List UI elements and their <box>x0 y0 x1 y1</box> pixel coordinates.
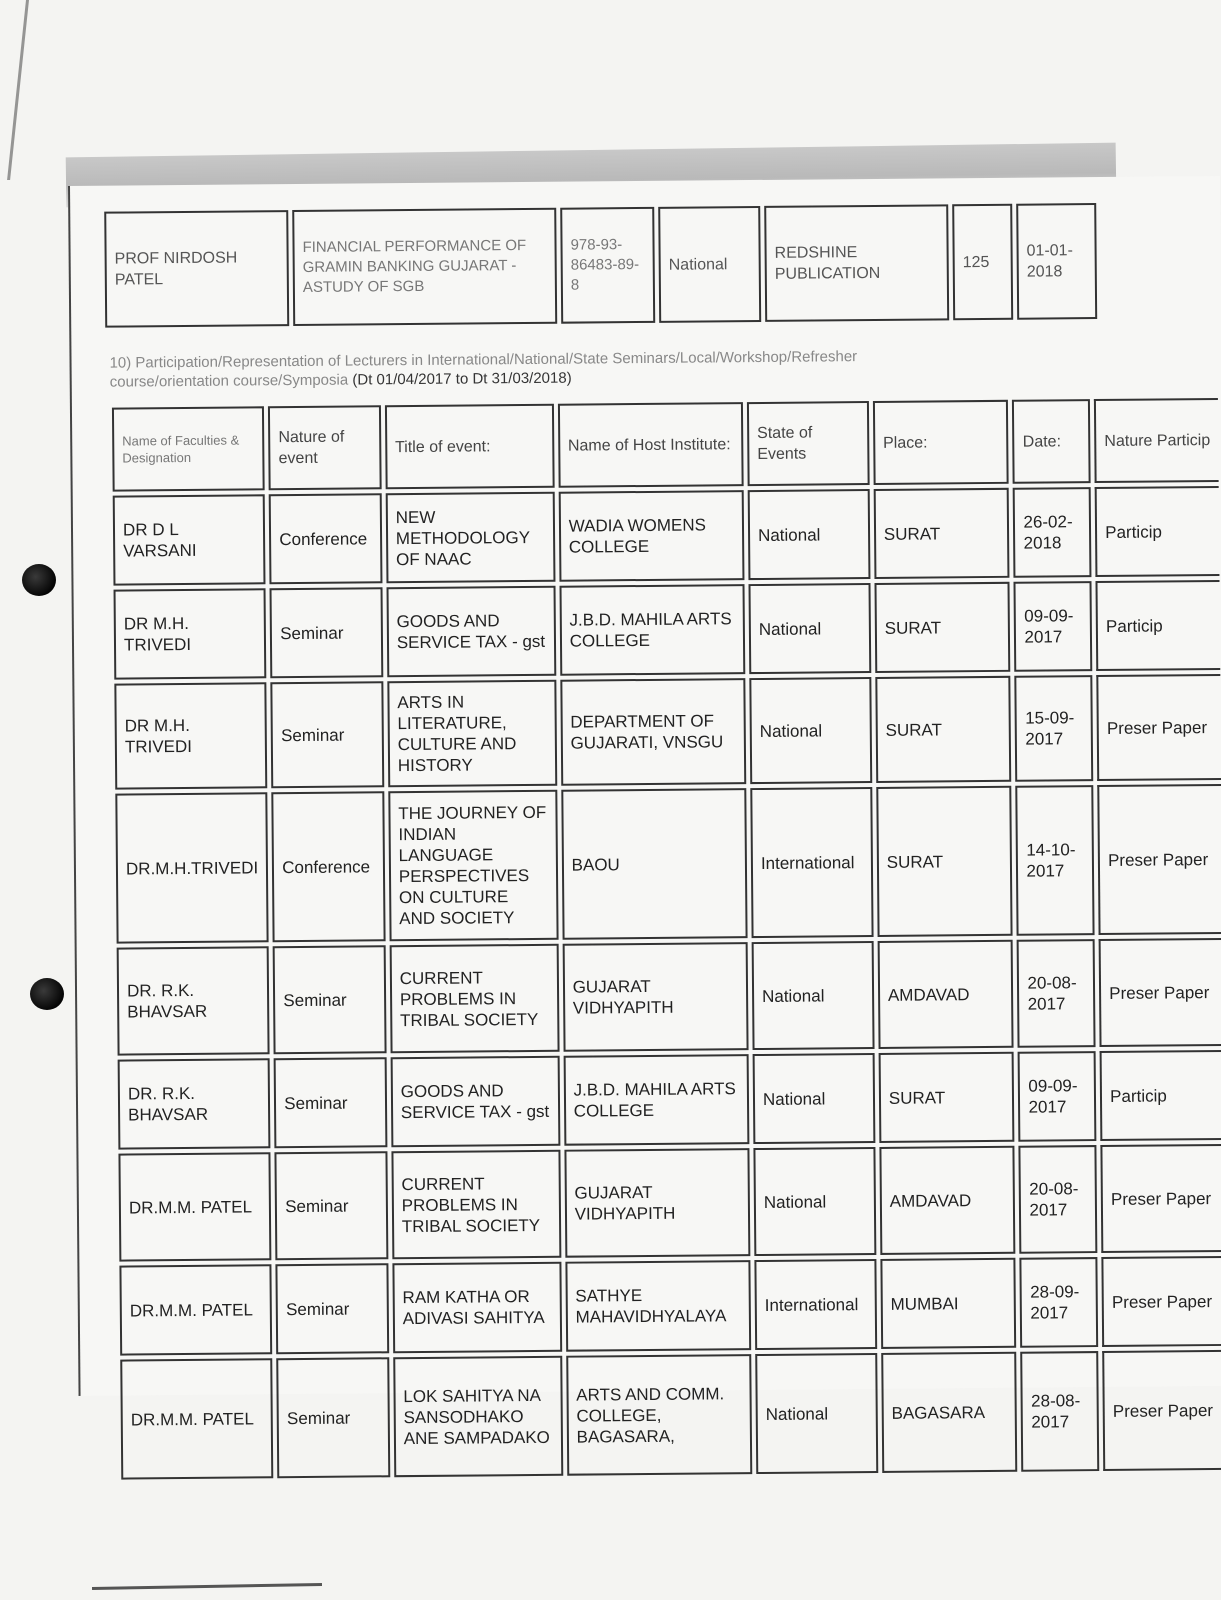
cell-name: DR.M.M. PATEL <box>120 1358 273 1479</box>
participation-table <box>108 394 1221 1484</box>
cell-place: SURAT <box>876 786 1013 937</box>
cell-name: DR.M.M. PATEL <box>119 1264 272 1355</box>
pub-faculty: PROF NIRDOSH PATEL <box>104 210 289 328</box>
section-heading-prefix: course/orientation course/Symposia <box>109 371 349 391</box>
table-row <box>113 486 1220 586</box>
cell-date: 09-09-2017 <box>1018 1051 1096 1142</box>
punch-hole-bottom <box>30 978 64 1010</box>
section-heading-line1: 10) Participation/Representation of Lecturers in International/National/State Seminars/Local/Workshop/Refresher <box>109 348 858 372</box>
col-date-header: Date: <box>1012 399 1090 484</box>
pub-date: 01-01-2018 <box>1016 203 1097 320</box>
cell-name: DR.M.M. PATEL <box>118 1152 271 1261</box>
cell-host: GUJARAT VIDHYAPITH <box>562 942 748 1052</box>
cell-participation: Preser Paper <box>1096 674 1221 781</box>
cell-place: SURAT <box>874 582 1010 673</box>
table-row <box>117 938 1221 1056</box>
cell-nature: Seminar <box>274 1057 387 1148</box>
cell-host: J.B.D. MAHILA ARTS COLLEGE <box>559 584 745 676</box>
cell-nature: Conference <box>272 791 386 942</box>
cell-date: 20-08-2017 <box>1017 939 1096 1048</box>
cell-state: National <box>753 1053 876 1144</box>
cell-participation: Preser Paper <box>1101 1144 1221 1253</box>
table-row <box>118 1050 1221 1150</box>
table-body <box>113 486 1221 1480</box>
cell-place: SURAT <box>875 676 1012 783</box>
cell-participation: Particip <box>1096 580 1221 671</box>
table-row <box>114 580 1221 680</box>
cell-name: DR D L VARSANI <box>113 494 266 585</box>
cell-title: CURRENT PROBLEMS IN TRIBAL SOCIETY <box>389 944 559 1053</box>
cell-participation: Particip <box>1095 486 1220 577</box>
table-row <box>115 784 1221 944</box>
cell-name: DR. R.K. BHAVSAR <box>117 946 270 1055</box>
cell-title: GOODS AND SERVICE TAX - gst <box>390 1056 560 1147</box>
pub-level: National <box>658 206 761 323</box>
col-name-header: Name of Faculties & Designation <box>112 406 265 491</box>
col-host-header: Name of Host Institute: <box>558 402 744 488</box>
cell-date: 28-09-2017 <box>1020 1257 1098 1348</box>
cell-host: GUJARAT VIDHYAPITH <box>564 1148 750 1258</box>
col-nature-event-header: Nature of event <box>268 405 381 490</box>
cell-nature: Seminar <box>271 681 384 788</box>
document-sheet <box>68 176 1221 1448</box>
cell-nature: Seminar <box>273 945 386 1054</box>
pub-isbn: 978-93-86483-89-8 <box>560 207 655 324</box>
cell-state: International <box>754 1259 877 1350</box>
col-state-header: State of Events <box>747 401 870 486</box>
bottom-edge-line <box>92 1583 322 1590</box>
cell-title: LOK SAHITYA NA SANSODHAKO ANE SAMPADAKO <box>393 1356 563 1477</box>
cell-host: WADIA WOMENS COLLEGE <box>558 490 744 582</box>
cell-title: CURRENT PROBLEMS IN TRIBAL SOCIETY <box>391 1150 561 1259</box>
cell-participation: Preser Paper <box>1102 1256 1221 1347</box>
cell-place: AMDAVAD <box>877 940 1014 1049</box>
cell-place: BAGASARA <box>881 1352 1018 1473</box>
section-heading-period: (Dt 01/04/2017 to Dt 31/03/2018) <box>352 369 572 389</box>
section-heading <box>109 345 1109 392</box>
cell-place: SURAT <box>873 488 1009 579</box>
table-row <box>120 1350 1221 1480</box>
cell-title: NEW METHODOLOGY OF NAAC <box>385 492 555 583</box>
cell-host: DEPARTMENT OF GUJARATI, VNSGU <box>560 678 746 786</box>
cell-nature: Conference <box>269 493 382 584</box>
cell-nature: Seminar <box>276 1357 390 1478</box>
table-header-row <box>112 398 1219 492</box>
cell-date: 15-09-2017 <box>1015 675 1094 782</box>
cell-date: 14-10-2017 <box>1016 785 1095 936</box>
cell-title: GOODS AND SERVICE TAX - gst <box>386 586 556 677</box>
cell-participation: Preser Paper <box>1102 1350 1221 1471</box>
publication-table <box>100 199 1101 332</box>
cell-name: DR M.H. TRIVEDI <box>114 682 267 789</box>
cell-nature: Seminar <box>270 587 383 678</box>
table-row <box>119 1256 1221 1356</box>
cell-host: J.B.D. MAHILA ARTS COLLEGE <box>563 1054 749 1146</box>
pub-pages: 125 <box>952 204 1013 321</box>
cell-nature: Seminar <box>275 1151 388 1260</box>
cell-participation: Particip <box>1100 1050 1221 1141</box>
cell-date: 20-08-2017 <box>1019 1145 1098 1254</box>
cell-date: 28-08-2017 <box>1021 1351 1100 1472</box>
cell-state: National <box>749 677 872 784</box>
table-row <box>114 674 1221 790</box>
cell-participation: Preser Paper <box>1099 938 1221 1047</box>
cell-date: 09-09-2017 <box>1014 581 1092 672</box>
pub-publisher: REDSHINE PUBLICATION <box>764 204 949 322</box>
cell-place: AMDAVAD <box>879 1146 1016 1255</box>
punch-hole-top <box>22 564 56 596</box>
cell-host: ARTS AND COMM. COLLEGE, BAGASARA, <box>566 1354 752 1476</box>
cell-host: SATHYE MAHAVIDHYALAYA <box>565 1260 751 1352</box>
cell-name: DR. R.K. BHAVSAR <box>118 1058 271 1149</box>
cell-place: SURAT <box>878 1052 1014 1143</box>
cell-state: National <box>748 583 871 674</box>
cell-place: MUMBAI <box>880 1258 1016 1349</box>
col-place-header: Place: <box>873 400 1009 485</box>
cell-state: International <box>750 787 873 938</box>
cell-title: ARTS IN LITERATURE, CULTURE AND HISTORY <box>387 680 557 787</box>
pub-title: FINANCIAL PERFORMANCE OF GRAMIN BANKING GUJARAT - ASTUDY OF SGB <box>292 208 557 326</box>
col-participation-header: Nature Particip <box>1094 398 1219 483</box>
cell-name: DR M.H. TRIVEDI <box>114 588 267 679</box>
col-title-header: Title of event: <box>385 404 555 489</box>
cell-state: National <box>748 489 871 580</box>
cell-nature: Seminar <box>276 1263 389 1354</box>
publication-row <box>104 203 1097 328</box>
cell-title: THE JOURNEY OF INDIAN LANGUAGE PERSPECTIVES ON CULTURE AND SOCIETY <box>388 790 558 941</box>
cell-title: RAM KATHA OR ADIVASI SAHITYA <box>392 1262 562 1353</box>
cell-state: National <box>752 941 875 1050</box>
cell-participation: Preser Paper <box>1097 784 1221 935</box>
cell-state: National <box>755 1353 878 1474</box>
page-edge-shadow <box>0 0 29 180</box>
cell-name: DR.M.H.TRIVEDI <box>115 792 269 943</box>
cell-state: National <box>753 1147 876 1256</box>
cell-host: BAOU <box>561 788 748 940</box>
cell-date: 26-02-2018 <box>1013 487 1091 578</box>
table-row <box>118 1144 1221 1262</box>
